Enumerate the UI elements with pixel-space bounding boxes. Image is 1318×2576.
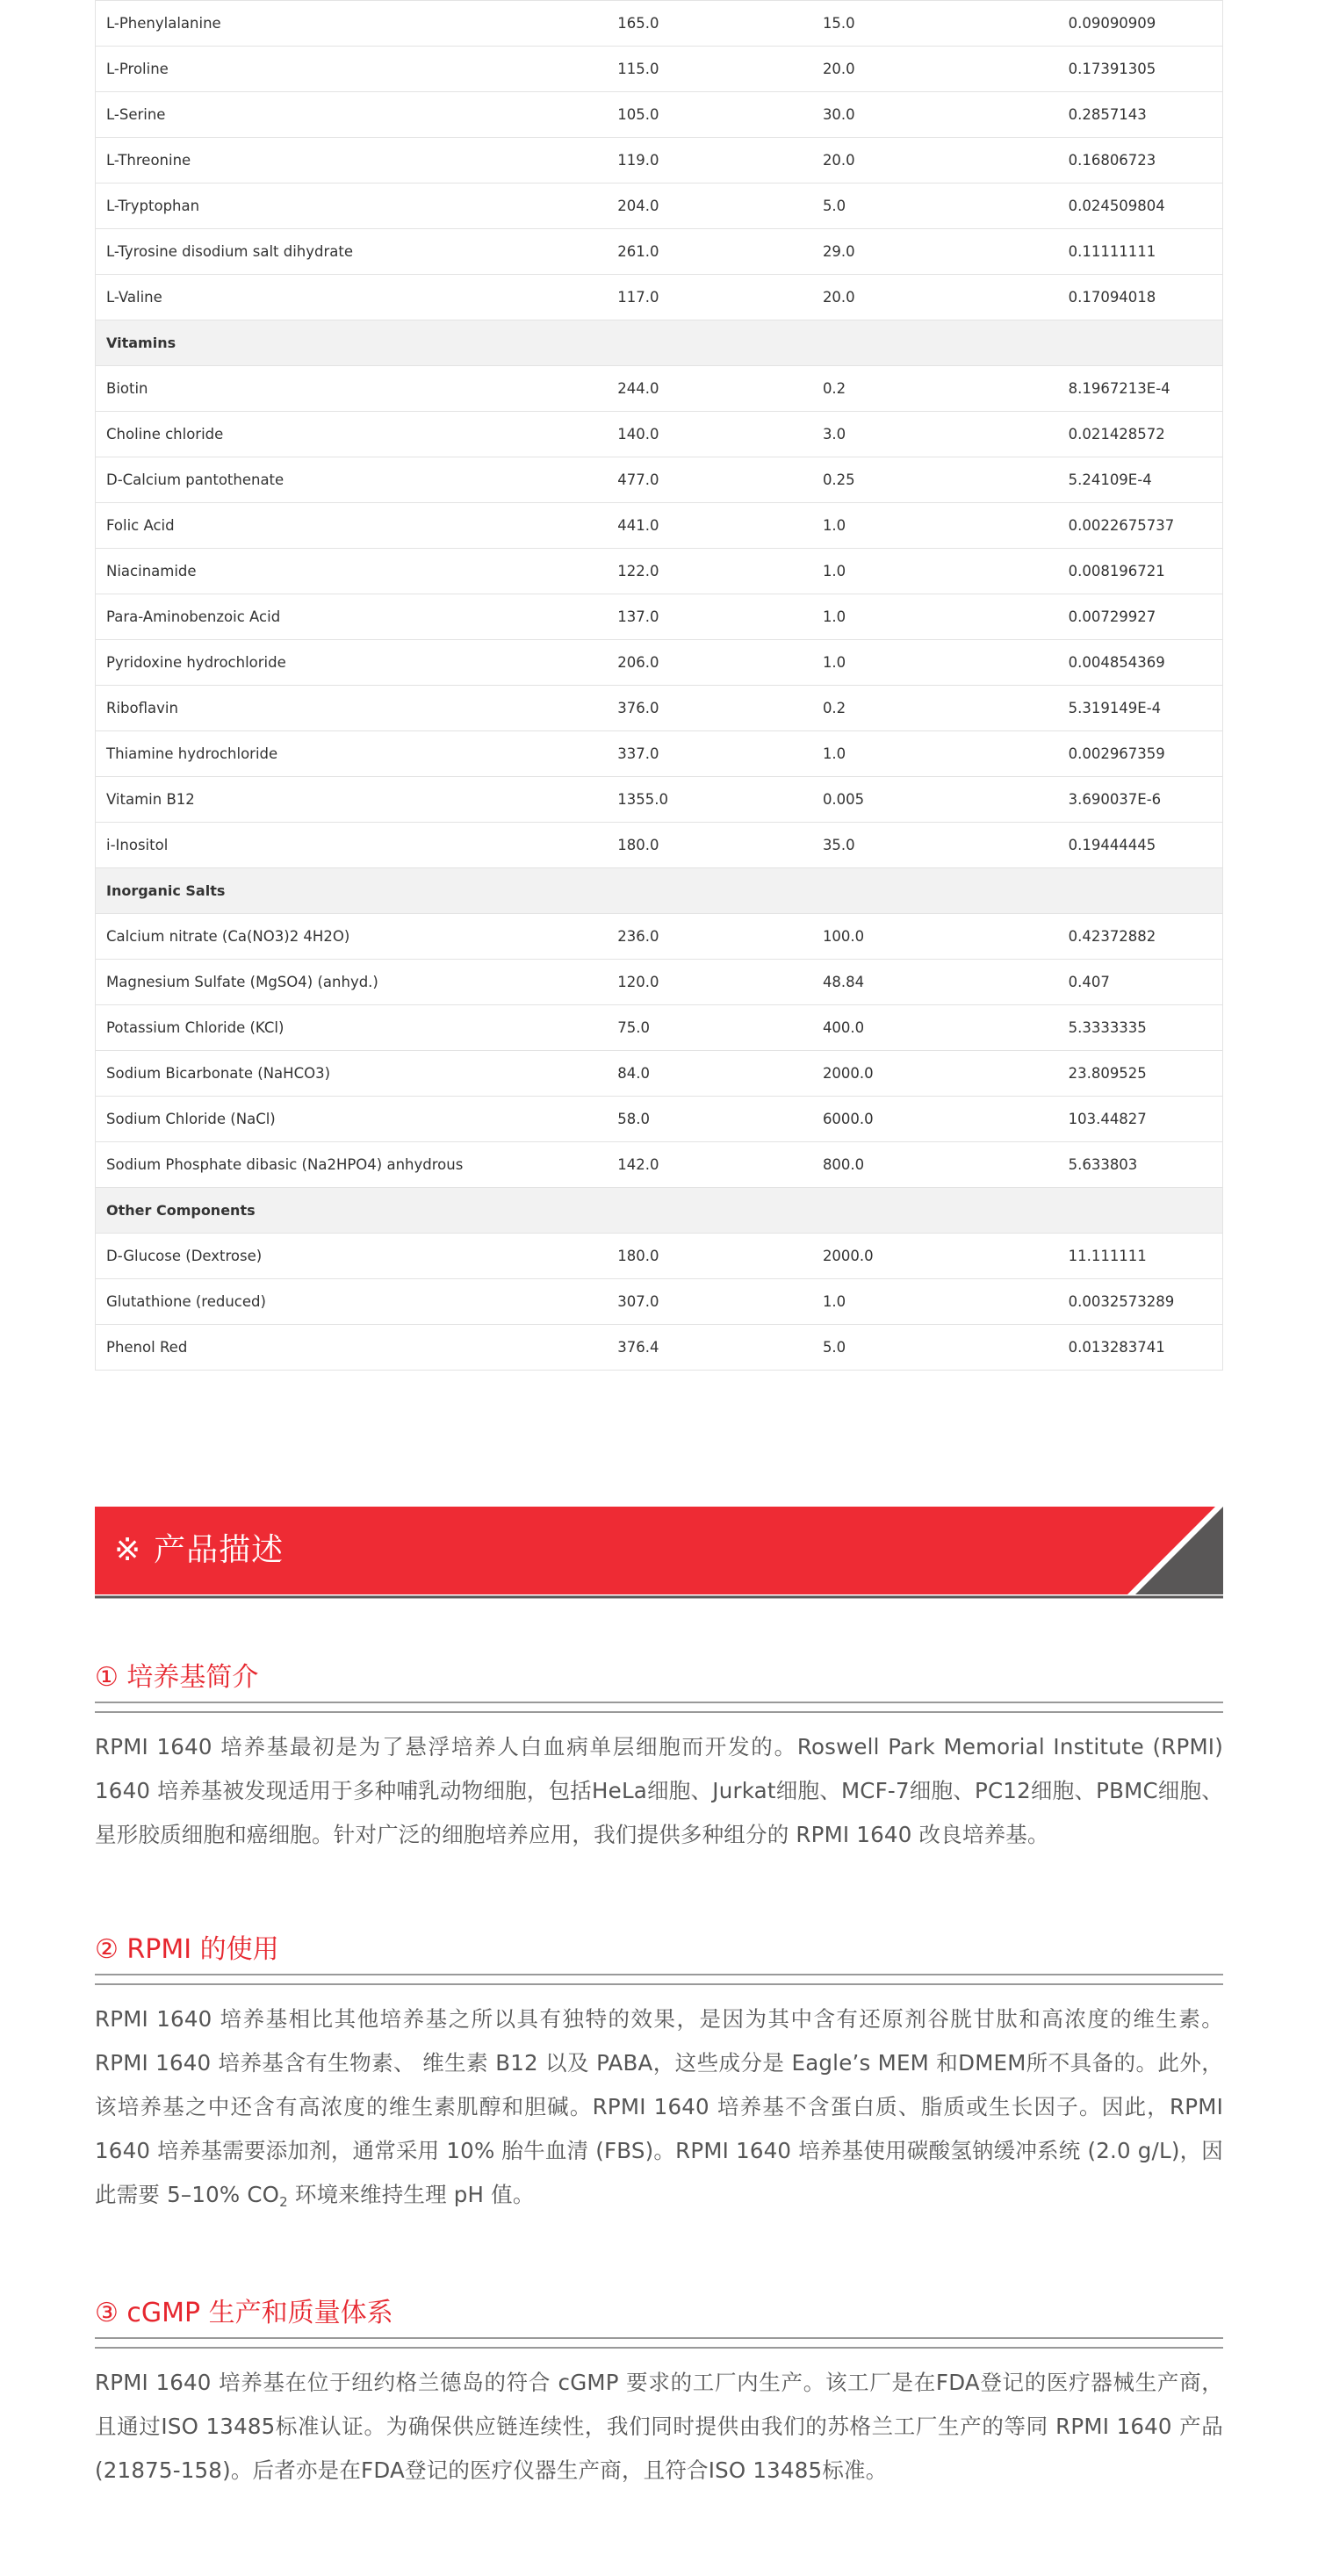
- double-divider: [95, 2337, 1223, 2349]
- category-row: [96, 868, 1223, 914]
- molecular-weight: 58.0: [607, 1097, 812, 1142]
- category-row: [96, 320, 1223, 366]
- molecular-weight: 117.0: [607, 275, 812, 320]
- molecular-weight: 137.0: [607, 594, 812, 640]
- molecular-weight: 120.0: [607, 960, 812, 1005]
- millimolar: 23.809525: [1058, 1051, 1223, 1097]
- concentration: 2000.0: [812, 1051, 1058, 1097]
- concentration: 1.0: [812, 594, 1058, 640]
- millimolar: 8.1967213E-4: [1058, 366, 1223, 412]
- component-name: L-Tryptophan: [96, 183, 608, 229]
- molecular-weight: 204.0: [607, 183, 812, 229]
- co2-subscript: 2: [279, 2194, 288, 2210]
- table-row: [96, 183, 1223, 229]
- table-row: [96, 686, 1223, 731]
- section-title: ② RPMI 的使用: [95, 1934, 279, 1965]
- component-name: Vitamin B12: [96, 777, 608, 823]
- table-row: [96, 960, 1223, 1005]
- table-row: [96, 138, 1223, 183]
- component-name: D-Glucose (Dextrose): [96, 1234, 608, 1279]
- banner-title-text: 产品描述: [154, 1532, 284, 1568]
- banner-title: [114, 1507, 284, 1594]
- table-row: [96, 1279, 1223, 1325]
- category-label: Inorganic Salts: [96, 868, 1223, 914]
- double-divider: [95, 1702, 1223, 1713]
- concentration: 0.005: [812, 777, 1058, 823]
- millimolar: 5.3333335: [1058, 1005, 1223, 1051]
- component-name: Thiamine hydrochloride: [96, 731, 608, 777]
- product-description-banner: [95, 1507, 1223, 1599]
- component-name: Pyridoxine hydrochloride: [96, 640, 608, 686]
- concentration: 20.0: [812, 275, 1058, 320]
- concentration: 1.0: [812, 549, 1058, 594]
- millimolar: 5.24109E-4: [1058, 457, 1223, 503]
- millimolar: 0.09090909: [1058, 1, 1223, 47]
- section-title: ① 培养基简介: [95, 1662, 259, 1693]
- millimolar: 0.17391305: [1058, 47, 1223, 92]
- molecular-weight: 180.0: [607, 823, 812, 868]
- concentration: 6000.0: [812, 1097, 1058, 1142]
- table-row: [96, 914, 1223, 960]
- component-name: L-Serine: [96, 92, 608, 138]
- component-name: L-Proline: [96, 47, 608, 92]
- component-name: Phenol Red: [96, 1325, 608, 1371]
- table-row: [96, 1142, 1223, 1188]
- concentration: 29.0: [812, 229, 1058, 275]
- table-row: [96, 1097, 1223, 1142]
- molecular-weight: 441.0: [607, 503, 812, 549]
- millimolar: 0.407: [1058, 960, 1223, 1005]
- millimolar: 0.17094018: [1058, 275, 1223, 320]
- table-row: [96, 549, 1223, 594]
- table-body: [96, 1, 1223, 1371]
- molecular-weight: 165.0: [607, 1, 812, 47]
- concentration: 20.0: [812, 47, 1058, 92]
- molecular-weight: 115.0: [607, 47, 812, 92]
- table-row: [96, 823, 1223, 868]
- component-name: Sodium Bicarbonate (NaHCO3): [96, 1051, 608, 1097]
- millimolar: 11.111111: [1058, 1234, 1223, 1279]
- molecular-weight: 180.0: [607, 1234, 812, 1279]
- section-rpmi-usage: [95, 1930, 1223, 2224]
- molecular-weight: 376.4: [607, 1325, 812, 1371]
- millimolar: 0.013283741: [1058, 1325, 1223, 1371]
- molecular-weight: 206.0: [607, 640, 812, 686]
- component-name: L-Tyrosine disodium salt dihydrate: [96, 229, 608, 275]
- molecular-weight: 244.0: [607, 366, 812, 412]
- media-formulation-table: [95, 0, 1223, 1371]
- millimolar: 0.42372882: [1058, 914, 1223, 960]
- component-name: Choline chloride: [96, 412, 608, 457]
- table-row: [96, 503, 1223, 549]
- double-divider: [95, 1974, 1223, 1985]
- concentration: 1.0: [812, 731, 1058, 777]
- component-name: Calcium nitrate (Ca(NO3)2 4H2O): [96, 914, 608, 960]
- concentration: 1.0: [812, 503, 1058, 549]
- millimolar: 0.008196721: [1058, 549, 1223, 594]
- component-name: L-Phenylalanine: [96, 1, 608, 47]
- molecular-weight: 140.0: [607, 412, 812, 457]
- concentration: 400.0: [812, 1005, 1058, 1051]
- table-row: [96, 275, 1223, 320]
- table-row: [96, 640, 1223, 686]
- component-name: Sodium Chloride (NaCl): [96, 1097, 608, 1142]
- table-row: [96, 1234, 1223, 1279]
- concentration: 0.2: [812, 686, 1058, 731]
- concentration: 0.2: [812, 366, 1058, 412]
- section-body: [95, 1997, 1223, 2224]
- table-row: [96, 731, 1223, 777]
- section-cgmp-quality: [95, 2293, 1223, 2493]
- molecular-weight: 119.0: [607, 138, 812, 183]
- concentration: 30.0: [812, 92, 1058, 138]
- component-name: Biotin: [96, 366, 608, 412]
- millimolar: 0.11111111: [1058, 229, 1223, 275]
- table-row: [96, 412, 1223, 457]
- concentration: 20.0: [812, 138, 1058, 183]
- component-name: Niacinamide: [96, 549, 608, 594]
- millimolar: 0.024509804: [1058, 183, 1223, 229]
- concentration: 15.0: [812, 1, 1058, 47]
- millimolar: 0.002967359: [1058, 731, 1223, 777]
- molecular-weight: 75.0: [607, 1005, 812, 1051]
- table-row: [96, 1051, 1223, 1097]
- table-row: [96, 777, 1223, 823]
- concentration: 1.0: [812, 1279, 1058, 1325]
- millimolar: 103.44827: [1058, 1097, 1223, 1142]
- concentration: 35.0: [812, 823, 1058, 868]
- table-row: [96, 1325, 1223, 1371]
- component-name: L-Threonine: [96, 138, 608, 183]
- category-row: [96, 1188, 1223, 1234]
- millimolar: 0.0022675737: [1058, 503, 1223, 549]
- concentration: 5.0: [812, 1325, 1058, 1371]
- reference-mark-icon: ※: [114, 1532, 142, 1568]
- concentration: 3.0: [812, 412, 1058, 457]
- component-name: Riboflavin: [96, 686, 608, 731]
- millimolar: 5.319149E-4: [1058, 686, 1223, 731]
- section-title: ③ cGMP 生产和质量体系: [95, 2298, 393, 2328]
- component-name: i-Inositol: [96, 823, 608, 868]
- concentration: 0.25: [812, 457, 1058, 503]
- concentration: 100.0: [812, 914, 1058, 960]
- section-body-text: RPMI 1640 培养基相比其他培养基之所以具有独特的效果，是因为其中含有还原剂谷胱甘肽和高浓度的维生素。RPMI 1640 培养基含有生物素、 维生素 B12 以及 PABA，这些成分是 Eagle’s MEM 和DMEM所不具备的。此外，该培养基之中还含有高浓度的维生素肌醇和胆碱。RPMI 1640 培养基不含蛋白质、脂质或生长因子。因此，RPMI 1640 培养基需要添加剂，通常采用 10% 胎牛血清 (FBS)。RPMI 1640 培养基使用碳酸氢钠缓冲系统 (2.0 g/L)，因此需要 5–10% CO: [95, 2006, 1223, 2207]
- molecular-weight: 236.0: [607, 914, 812, 960]
- molecular-weight: 122.0: [607, 549, 812, 594]
- millimolar: 0.2857143: [1058, 92, 1223, 138]
- concentration: 48.84: [812, 960, 1058, 1005]
- millimolar: 3.690037E-6: [1058, 777, 1223, 823]
- molecular-weight: 84.0: [607, 1051, 812, 1097]
- concentration: 800.0: [812, 1142, 1058, 1188]
- millimolar: 0.0032573289: [1058, 1279, 1223, 1325]
- table-row: [96, 229, 1223, 275]
- millimolar: 0.16806723: [1058, 138, 1223, 183]
- component-name: Magnesium Sulfate (MgSO4) (anhyd.): [96, 960, 608, 1005]
- table-row: [96, 92, 1223, 138]
- section-medium-intro: [95, 1658, 1223, 1857]
- section-body-tail: 环境来维持生理 pH 值。: [287, 2182, 535, 2207]
- millimolar: 0.004854369: [1058, 640, 1223, 686]
- table-row: [96, 366, 1223, 412]
- component-name: Sodium Phosphate dibasic (Na2HPO4) anhydrous: [96, 1142, 608, 1188]
- component-name: Para-Aminobenzoic Acid: [96, 594, 608, 640]
- table-row: [96, 1, 1223, 47]
- concentration: 2000.0: [812, 1234, 1058, 1279]
- molecular-weight: 477.0: [607, 457, 812, 503]
- table-row: [96, 47, 1223, 92]
- molecular-weight: 307.0: [607, 1279, 812, 1325]
- table-row: [96, 457, 1223, 503]
- molecular-weight: 142.0: [607, 1142, 812, 1188]
- concentration: 5.0: [812, 183, 1058, 229]
- millimolar: 0.19444445: [1058, 823, 1223, 868]
- component-name: D-Calcium pantothenate: [96, 457, 608, 503]
- section-body: RPMI 1640 培养基在位于纽约格兰德岛的符合 cGMP 要求的工厂内生产。该工厂是在FDA登记的医疗器械生产商，且通过ISO 13485标准认证。为确保供应链连续性，我们同时提供由我们的苏格兰工厂生产的等同 RPMI 1640 产品 (21875-158)。后者亦是在FDA登记的医疗仪器生产商，且符合ISO 13485标准。: [95, 2370, 1223, 2483]
- molecular-weight: 337.0: [607, 731, 812, 777]
- component-name: L-Valine: [96, 275, 608, 320]
- component-name: Folic Acid: [96, 503, 608, 549]
- table-row: [96, 594, 1223, 640]
- component-name: Potassium Chloride (KCl): [96, 1005, 608, 1051]
- molecular-weight: 1355.0: [607, 777, 812, 823]
- category-label: Vitamins: [96, 320, 1223, 366]
- concentration: 1.0: [812, 640, 1058, 686]
- millimolar: 0.00729927: [1058, 594, 1223, 640]
- table-row: [96, 1005, 1223, 1051]
- millimolar: 0.021428572: [1058, 412, 1223, 457]
- category-label: Other Components: [96, 1188, 1223, 1234]
- millimolar: 5.633803: [1058, 1142, 1223, 1188]
- component-name: Glutathione (reduced): [96, 1279, 608, 1325]
- molecular-weight: 261.0: [607, 229, 812, 275]
- section-body: RPMI 1640 培养基最初是为了悬浮培养人白血病单层细胞而开发的。Roswell Park Memorial Institute (RPMI) 1640 培养基被发现适用于多种哺乳动物细胞，包括HeLa细胞、Jurkat细胞、MCF-7细胞、PC12细胞、PBMC细胞、星形胶质细胞和癌细胞。针对广泛的细胞培养应用，我们提供多种组分的 RPMI 1640 改良培养基。: [95, 1734, 1223, 1847]
- molecular-weight: 105.0: [607, 92, 812, 138]
- molecular-weight: 376.0: [607, 686, 812, 731]
